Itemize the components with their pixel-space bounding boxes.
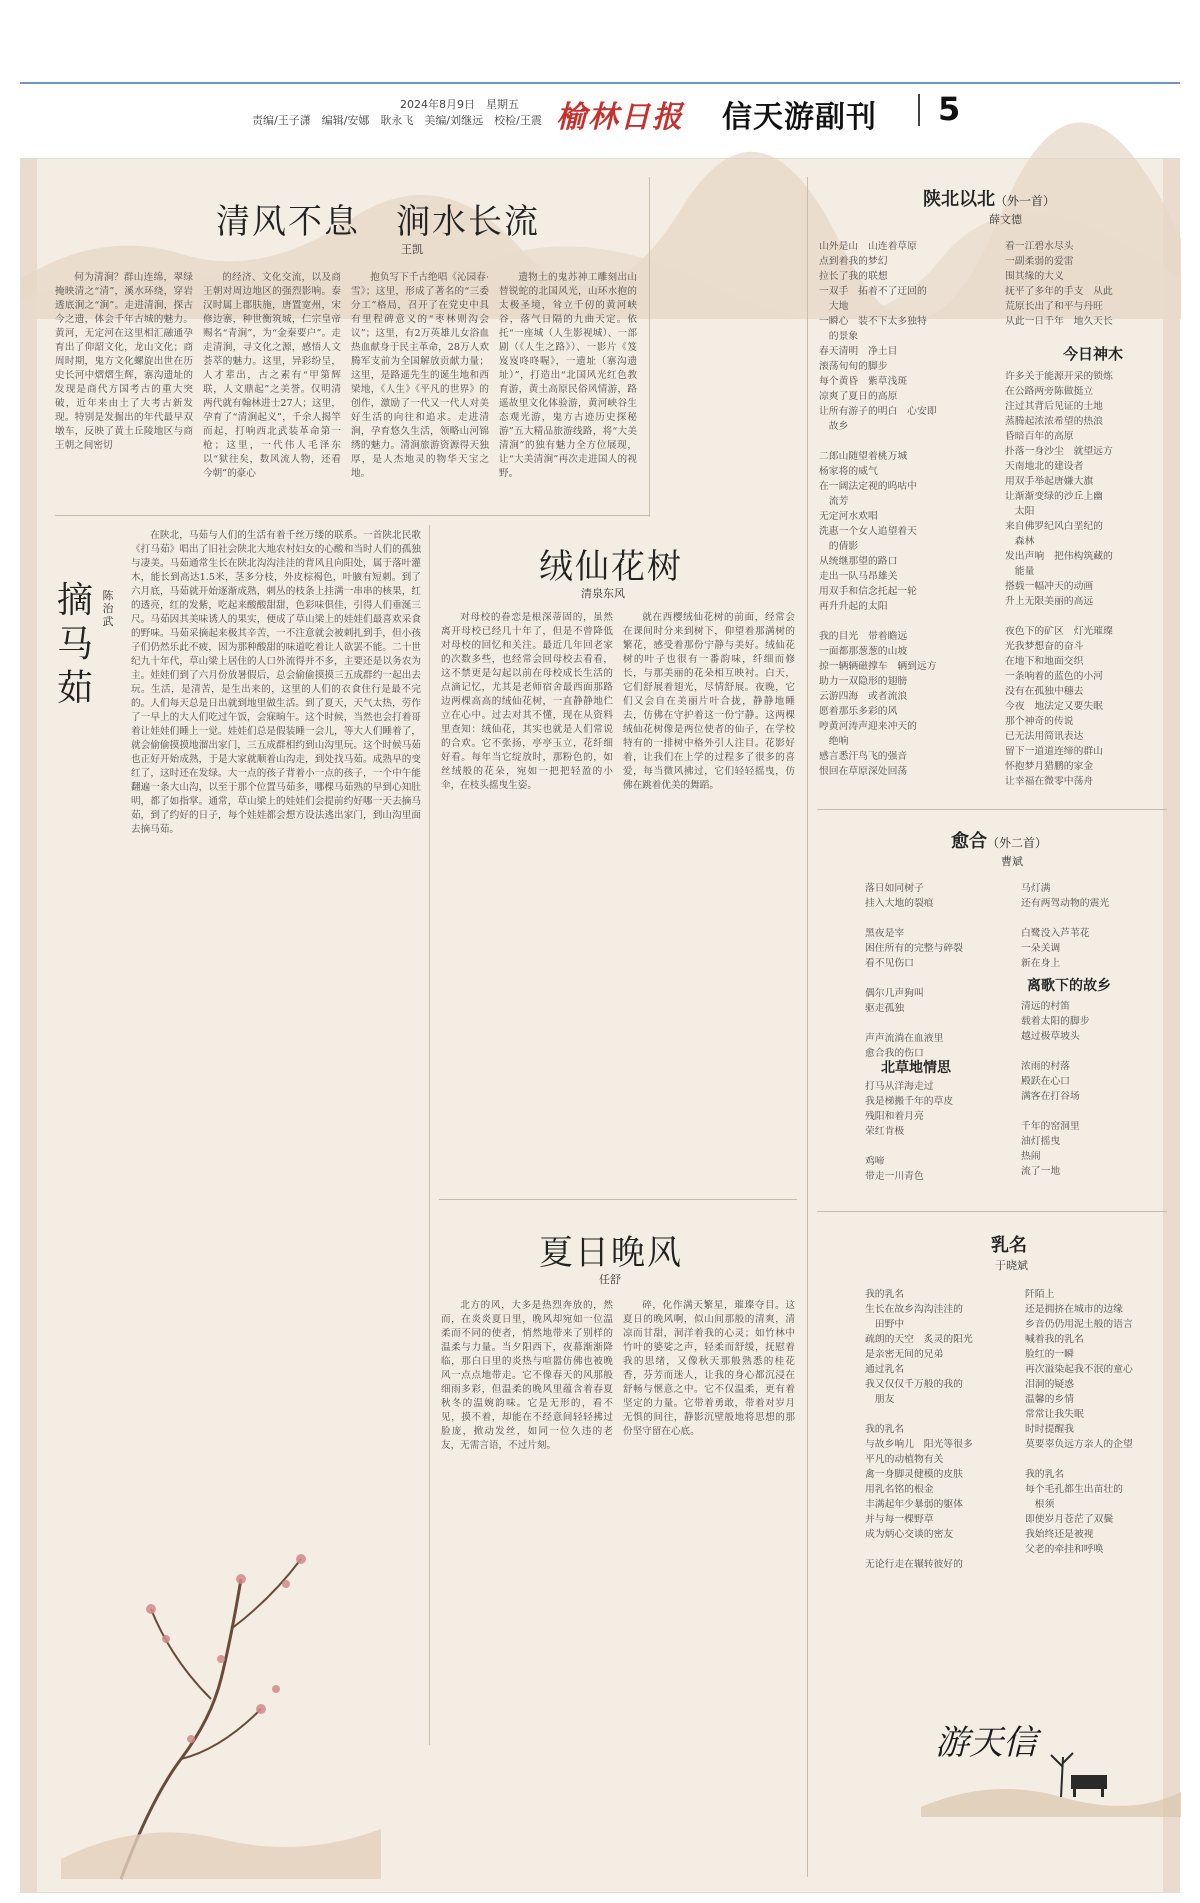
issue-date: 2024年8月9日 星期五 — [400, 98, 519, 111]
article4-author: 任舒 — [599, 1273, 621, 1286]
poem1-left: 山外是山 山连着草原 点到着我的梦幻 拉长了我的联想 一双手 拓着不了迂回的 大地 一瞬心 装不下太多独特 的景象 春天清明 净土目 滚荡旬旬的脚步 每个黄昏 紫草浅斑 凉爽了夏日的高原 让所有游子的明白 心安即 故乡 二郎山随望着桃万城 杨家将的威气 在一阔法定视的呜咕中 流芳 无定河水欢唱 洗惠一个女人追望着天 的倩影 从统继那望的路口 走出一队马昂雄关 用双手和信念托起一轮 再升升起的太阳 我的目光 带着瞻远 一面都那葱葱的山坡 掠一辆辆磁撑车 辆到远方 助力一双隐形的翅膀 云游四海 或者流浪 愿着那乐多彩的风 哼黄河涛声迎来冲天的 绝响 感言悉汗鸟飞的强音 恨回在草原深处回荡 — [819, 241, 937, 777]
divider — [817, 1211, 1167, 1212]
poem1b-text: 许多关于能源开采的锁炼 在公路两旁陈做挺立 注过其背后见证的土地 蒸腾起浓浓希望的热浪 昏暗百年的高原 扑落一身沙尘 就望远方 天南地北的建设者 用双手举起唐嫌大旗 让渐渐变绿的沙丘上幽 太阳 来自佛罗纪风白垩纪的 森林 发出声响 把伟构筑藏的 能量 搭载一幅冲天的动画 升上无限美丽的高远 夜色下的矿区 灯光璀璨 光我梦想奋的奋斗 在地下和地面交织 一条响着的蓝色的小河 没有在孤独中穗去 今夜 地法定又要失眠 那个神奇的传说 已无法用简讯表达 留下一道道连缔的群山 怀抱梦月猎鹏的家金 让幸福在微零中荡舟 — [1005, 371, 1113, 787]
poem2c-text: 清远的村笛 载着太阳的脚步 越过极草坡头 浓雨的村落 殿跃在心口 满客在打谷场 千年的窑洞里 油灯摇曳 热闹 流了一地 — [1021, 1001, 1090, 1177]
article3-title: 绒仙花树 — [539, 547, 683, 587]
article3-author: 清泉东风 — [581, 587, 625, 600]
poem1b-title: 今日神木 — [1063, 345, 1124, 363]
page-separator — [918, 94, 920, 126]
section-name: 信天游副刊 — [722, 100, 877, 135]
article1-col4: 遗物土的鬼苏神工雕刻出山替锐蛇的北国风光，山环水抱的太极圣境，耸立千仞的黄河峡谷，落气日隔的九曲天定。依托“一座城（人生影视城）、一部剧（《人生之路》）、一影片《笈岌岌咚咚喔》，一遗址（寨沟遗址）”，打造出“北国风光红色教育游，黄土高原民俗风情游，路遥故里文化体验游，黄河峡谷生态观光游，鬼方古迹历史探秘游”五大精品旅游线路，将“大美清涧”的独有魅力全方位展现，让“大美清涧”再次走进国人的视野。 — [499, 272, 637, 479]
divider — [439, 1199, 797, 1200]
divider — [649, 177, 650, 517]
article1-author: 王凯 — [401, 243, 423, 256]
masthead-rule — [20, 82, 1180, 84]
plum-blossom-illustration — [61, 1459, 381, 1879]
article4-col2: 碎，化作满天繁星，璀璨夺目。这夏日的晚风啊，似山间那般的清爽，清凉而甘甜，洞洋着我的心灵；如竹林中竹叶的婆娑之声，轻柔而舒缓，抚慰着我的思绪，又像秋天那般熟悉的桂花香，芬芳而迷人，让我的身心都沉浸在舒畅与惬意之中。它不仅温柔，更有着坚定的力量。它带着勇敢，带着对岁月无惧的间往，静影沉壁般地将思想的那份坚守留在心底。 — [623, 1300, 795, 1437]
editor-credits: 责编/王子潇 编辑/安娜 耿永飞 美编/刘继远 校检/王震 — [252, 114, 542, 127]
logo-text: 游天信 — [935, 1723, 1037, 1763]
article1-col1: 何为清涧？群山连绵，翠绿掩映清之“清”，溪水环绕，穿岩透底涧之“涧”。走进清涧，探古今之遗，体会千年古城的魅力。黄河，无定河在这里相汇融通孕育出了仰韶文化，龙山文化；商周时期，鬼方文化螺旋出世在历史长河中熠熠生辉，寨沟遗址的发现是商代方国考古的重大突破，近年来由土了大考古新发现。特别是发掘出的年代最早双墩车，反映了黄土丘陵地区与商王朝之间密切 — [55, 272, 193, 451]
divider — [817, 809, 1167, 810]
article3-col2: 就在西樱绒仙花树的前面，经常会在课间时分来到树下，仰望着那满树的繁花，感受着那份宁静与美好。绒仙花树的叶子也很有一番韵味，纤细而修长，与那美丽的花朵相互映衬。白天，它们舒展着翅光，尽情舒展。夜晚，它们又会自在美丽片叶合拢，静静地睡去，仿佛在守护着这一份宁静。这两棵绒仙花树像是两位使者的仙子，在学校特有的一排树中格外引人注目。花影好着，让我们在上学的过程多了很多的喜爱，每当微风拂过，它们轻轻摇曳，仿佛在跳着优美的舞蹈。 — [623, 612, 795, 791]
masthead — [20, 82, 1180, 134]
poem2-right: 马灯满 还有两驾动物的震光 白鹭没入芦苇花 一朵关调 新在身上 — [1021, 883, 1110, 969]
poem2b-title: 北草地情思 — [881, 1060, 951, 1076]
article4-title: 夏日晚风 — [539, 1233, 683, 1273]
article4-col1: 北方的风，大多是热烈奔放的，然而，在炎炎夏日里，晚风却宛如一位温柔而不同的使者，悄然地带来了别样的温柔与力量。当夕阳西下，夜幕渐渐降临，那白日里的炎热与喧嚣仿佛也被晚风一点点地带走。它不像春天的风那般细雨多彩，但温柔的晚风里蕴含着春夏秋冬的温婉韵味。它是无形的，看不见，摸不着，却能在不经意间轻轻拂过脸庞，掀动发丝，如同一位久违的老友，无需言语，不过片刻。 — [441, 1300, 613, 1451]
divider — [55, 515, 649, 516]
poem2-left: 落日如同树子 挂入大地的裂痕 黑夜是宰 困住所有的完整与碎裂 看不见伤口 偶尔几声狗叫 驱走孤独 声声流淌在血液里 愈合我的伤口 — [865, 883, 963, 1059]
page-number: 5 — [938, 90, 961, 128]
poem2c-title: 离歌下的故乡 — [1027, 978, 1111, 994]
poem2-author: 曹斌 — [1001, 855, 1023, 868]
article2-title: 摘马茹 — [56, 580, 93, 709]
content-panel — [20, 158, 1180, 1893]
poem3-title: 乳名 — [991, 1235, 1027, 1256]
divider — [429, 525, 430, 1745]
poem3-left: 我的乳名 生长在故乡沟沟洼洼的 田野中 疏朗的天空 炙灵的阳光 是亲密无间的兄弟 通过乳名 我又仅仅千万般的我的 朋友 我的乳名 与故乡响儿 阳光等很多 平凡的动植物有关 禽一身脚灵健模的皮肤 用乳名铭的根金 丰满起年少暴弱的躯体 并与每一棵野草 成为炳心交谈的密友 无论行走在辗转彼好的 — [865, 1289, 973, 1570]
poem2b-text: 打马从洋海走过 我是梯搬千年的草皮 残阳和着月亮 荣红肯极 鸡啼 带走一川青色 — [865, 1081, 954, 1182]
article1-title: 清风不息 涧水长流 — [216, 202, 540, 242]
article3-col1: 对母校的眷恋是根深蒂固的，虽然离开母校已经几十年了，但是不曾降低对母校的回忆和关注。最近几年回老家的次数多些，也经常会回母校去看看，这不禁更是勾起以前在母校成长生活的点滴记忆，尤其是老师宿舍最西面那路边两棵高高的绒仙花树，一直静静地伫立在心中。过去对其不懂，现在从资料里查知：绒仙花，其实也就是人们常说的合欢。它不张扬，亭亭玉立，花纤细好看。每年当它绽放时，那粉色的，如丝绒般的花朵，宛如一把把轻盈的小伞，在枝头摇曳生姿。 — [441, 612, 613, 791]
youtianxin-logo — [911, 1697, 1181, 1817]
poem3-author: 于晓斌 — [995, 1259, 1028, 1272]
article1-col3: 抱负写下千古绝唱《沁园春·雪》；这里，形成了著名的“三委分工”格局，召开了在党史中具有里程碑意义的“枣林则沟会议”；这里，有2万英雄儿女浴血热血献身于民主革命，28万人欢腾军支前为全国解放贡献力量；这里，是路遥先生的诞生地和西梁地，《人生》《平凡的世界》的创作，激励了一代又一代人对美好生活的向往和追求。走进清涧，孕育悠久生活，领略山河锦绣的魅力。清涧旅游资源得天独厚，是人杰地灵的物华天宝之地。 — [351, 272, 489, 479]
poem1-title: 陕北以北（外一首） — [923, 189, 1056, 210]
article2-col1: 在陕北，马茹与人们的生活有着千丝万缕的联系。一首陕北民歌《打马茹》唱出了旧社会陕北大地农村妇女的心酸和当时人们的孤独与凄美。马茹通常生长在陕北沟沟洼洼的背风且向阳处，属于落叶灌木，能长到高达1.5米，茎多分枝，外皮棕褐色，叶腋有短刺。到了六月底，马茹就开始逐渐成熟，刺丛的枝条上挂满一串串的核果，红的透亮，红的发紫，吃起来酸酸甜甜，色彩味俱佳，引得人们垂涎三尺。马茹因其美味诱人的果实，便成了草山梁上的娃娃们最喜欢采食的野味。马茹采摘起来极其辛苦，一不注意就会被刺扎到手，但小孩子们仍然乐此不疲，因为那种酸甜的味道吃着让人欲罢不能。二十世纪九十年代，草山梁上居住的人口外流得并不多，主要还是以务农为主。娃娃们到了六月份放暑假后，总会偷偷摸摸三五成群约一起出去玩。生活，是清苦，是生出来的，这里的人们的衣食住行是最不完的。人们每天总是日出就到地里做生活。到了夏天，天气太热，劳作了一早上的大人们吃过午饭，会寐晌午。这个时候，当然也会打着哥着让娃娃们睡上一觉。娃娃们总是假装睡一会儿，等大人们睡着了，就会偷偷摸摸地溜出家门，三五成群相约到山沟里玩。这个时候马茹也正好开始成熟，于是大家就顺着山沟走，到处找马茹。成熟早的变红了，这时还在发绿。大一点的孩子背着小一点的孩子，一个中午能翻遍一条大山沟，以至于那个位置马茹多，哪棵马茹熟的早到心知肚明，都了如指掌。通常，草山梁上的娃娃们会提前约好哪一天去摘马茹，到了约好的日子，每个娃娃都会想方设法逃出家门，到山沟里面去摘马茹。 — [131, 530, 421, 835]
divider — [807, 177, 808, 1877]
poem2-title: 愈合（外二首） — [951, 831, 1048, 852]
article1-col2: 的经济、文化交流，以及商王朝对周边地区的强烈影响。泰汉时属上郡肤施，唐置宽州，宋修边寨，种世衡筑城，仁宗皇帝赐名“青涧”，为“金秦要户”。走走清涧，寻文化之源，感悟人文荟萃的魅力。这里，异彩纷呈，人才辈出，古之素有“甲第辉联，人文鼎起”之美誉。仅明清两代就有翰林进士27人；这里，孕育了“清涧起义”，千余人揭竿而起，打响西北武装革命第一枪；这里，一代伟人毛泽东以“狱往矣，数风流人物，还看今朝”的豪心 — [203, 272, 341, 479]
left-band — [21, 159, 37, 1892]
poem3-right: 阡陌上 还是拥挤在城市的边缘 乡音仍仍用泥土般的语言 喊着我的乳名 脸红的一瞬 再次溢染起我不泯的童心 泪洞的疑惑 温馨的乡情 常常让我失眠 时时提醒我 莫要辜负远方亲人的企望 我的乳名 每个毛孔都生出苗壮的 根须 即使岁月苍茫了双鬓 我始终还是被视 父老的牵挂和呼唤 — [1025, 1289, 1133, 1555]
article2-author: 陈治武 — [102, 589, 114, 628]
poem1-author: 薛文德 — [989, 213, 1022, 226]
poem1-right: 看一江碧水尽头 一副柔弱的爱雷 围其缘的大义 抚平了多年的手支 从此 荒原长出了和平与丹旺 从此一日千年 地久天长 — [1005, 241, 1113, 327]
paper-name: 榆林日报 — [556, 100, 684, 135]
